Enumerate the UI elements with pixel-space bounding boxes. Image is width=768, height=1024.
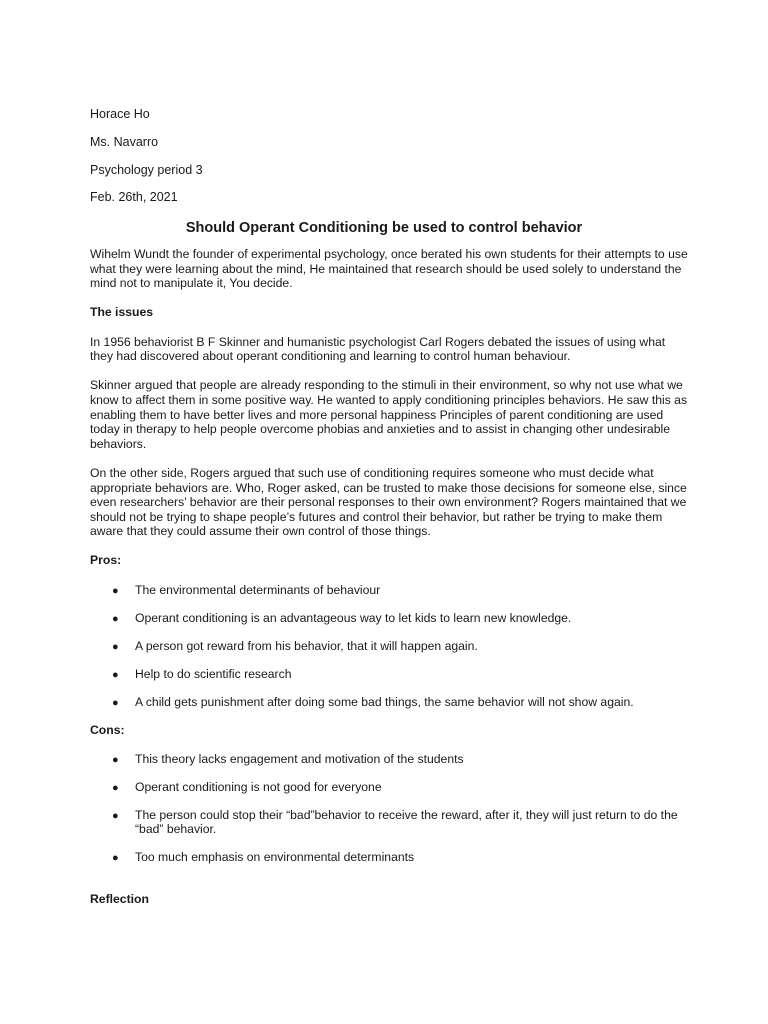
list-item — [90, 667, 695, 682]
pros-item-text: A child gets punishment after doing some bad things, the same behavior will not show again. — [135, 694, 634, 709]
cons-item-text: Too much emphasis on environmental determinants — [135, 850, 415, 865]
intro-paragraph: Wihelm Wundt the founder of experimental psychology, once berated his own students for their attempts to use what they were learning about the mind, He maintained that research should be used solely to understand the mind not to manipulate it, You decide. — [90, 247, 688, 291]
bullet-icon: ● — [112, 668, 119, 681]
issues-paragraph-1: In 1956 behaviorist B F Skinner and humanistic psychologist Carl Rogers debated the issues of using what they had discovered about operant conditioning and learning to control human behaviour. — [90, 334, 666, 364]
bullet-icon: ● — [112, 809, 119, 822]
document-title: Should Operant Conditioning be used to control behavior — [185, 220, 583, 236]
cons-item-text: Operant conditioning is not good for everyone — [135, 779, 382, 794]
list-item — [90, 752, 695, 767]
pros-item-text: Help to do scientific research — [135, 666, 292, 681]
issues-heading: The issues — [90, 305, 153, 320]
pros-item-text: The environmental determinants of behaviour — [135, 582, 381, 597]
document-body — [90, 247, 690, 921]
bullet-icon: ● — [112, 696, 119, 709]
bullet-icon: ● — [112, 584, 119, 597]
list-item — [90, 780, 695, 795]
course-name: Psychology period 3 — [90, 163, 203, 177]
bullet-icon: ● — [112, 753, 119, 766]
cons-item-text: The person could stop their “bad”behavior to receive the reward, after it, they will just return to do the “bad” behavior. — [135, 807, 678, 837]
pros-item-text: Operant conditioning is an advantageous way to let kids to learn new knowledge. — [135, 610, 572, 625]
issues-paragraph-3: On the other side, Rogers argued that such use of conditioning requires someone who must decide what appropriate behaviors are. Who, Roger asked, can be trusted to make those decisions for someone else, since even researchers’ behavior are their personal responses to their own environment? Rogers maintained that we should not be trying to shape people’s futures and control their behavior, but rather be trying to make them aware that they could assume their own control of those things. — [90, 465, 687, 539]
bullet-icon: ● — [112, 640, 119, 653]
teacher-name: Ms. Navarro — [90, 135, 159, 149]
list-item — [90, 850, 695, 865]
list-item — [90, 611, 695, 626]
bullet-icon: ● — [112, 781, 119, 794]
list-item — [90, 583, 695, 598]
list-item — [90, 808, 695, 837]
student-name: Horace Ho — [90, 107, 150, 121]
pros-item-text: A person got reward from his behavior, that it will happen again. — [135, 638, 478, 653]
bullet-icon: ● — [112, 852, 119, 865]
list-item — [90, 639, 695, 654]
document-date: Feb. 26th, 2021 — [90, 190, 178, 204]
pros-list — [90, 583, 690, 710]
cons-item-text: This theory lacks engagement and motivation of the students — [135, 751, 464, 766]
reflection-heading: Reflection — [90, 891, 149, 906]
bullet-icon: ● — [112, 612, 119, 625]
cons-heading: Cons: — [90, 722, 125, 737]
list-item — [90, 695, 695, 710]
issues-paragraph-2: Skinner argued that people are already responding to the stimuli in their environment, so why not use what we know to affect them in some positive way. He wanted to apply conditioning principles behaviors. He saw this as enabling them to have better lives and more personal happiness Principles of parent conditioning are used today in therapy to help people overcome phobias and anxieties and to assist in changing other undesirable behaviors. — [90, 378, 688, 451]
cons-list — [90, 752, 690, 865]
pros-heading: Pros: — [90, 553, 122, 568]
